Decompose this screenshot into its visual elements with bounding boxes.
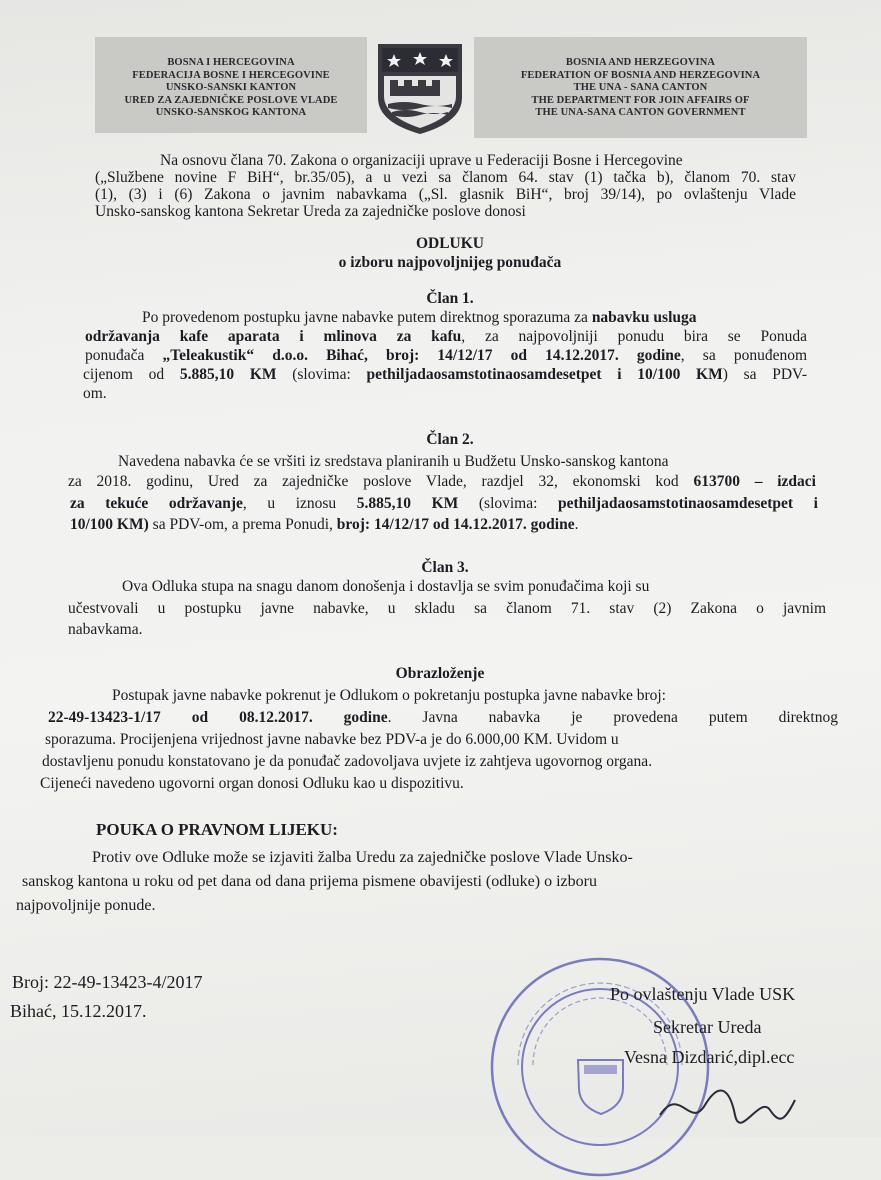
place-date: Bihać, 15.12.2017.: [10, 1001, 147, 1021]
article-1-heading: Član 1.: [426, 290, 474, 307]
intro-line: („Službene novine F BiH“, br.35/05), a u vezi sa članom 64. stav (1) tačka b), članom 70. stav: [95, 169, 796, 186]
article-1-line: om.: [83, 385, 107, 402]
justification-line: 22-49-13423-1/17 od 08.12.2017. godine. Javna nabavka je provedena putem direktnog: [48, 709, 838, 726]
header-right-block: [474, 37, 807, 138]
header-right-line: FEDERATION OF BOSNIA AND HERZEGOVINA: [520, 69, 761, 81]
justification-line: Postupak javne nabavke pokrenut je Odlukom o pokretanju postupka javne nabavke broj:: [112, 687, 666, 704]
justification-line: dostavljenu ponudu konstatovano je da ponuđač zadovoljava uvjete iz zahtjeva ugovornog organa.: [42, 753, 653, 770]
signature-authority: Po ovlaštenju Vlade USK: [610, 984, 796, 1004]
article-2-line: 10/100 KM) sa PDV-om, a prema Ponudi, broj: 14/12/17 od 14.12.2017. godine.: [70, 516, 579, 533]
header-left-line: UNSKO-SANSKI KANTON: [165, 82, 297, 93]
legal-remedy-heading: POUKA O PRAVNOM LIJEKU:: [96, 820, 338, 839]
document-number: Broj: 22-49-13423-4/2017: [12, 972, 203, 992]
intro-line: Na osnovu člana 70. Zakona o organizaciji uprave u Federaciji Bosne i Hercegovine: [160, 152, 683, 169]
header-left-line: BOSNA I HERCEGOVINA: [167, 57, 295, 68]
article-2-line: za 2018. godinu, Ured za zajedničke poslove Vlade, razdjel 32, ekonomski kod 613700 – izdaci: [68, 473, 816, 490]
justification-line: Cijeneći navedeno ugovorni organ donosi Odluku kao u dispozitivu.: [40, 775, 464, 792]
header-right-line: BOSNIA AND HERZEGOVINA: [565, 57, 716, 68]
header-left-line: FEDERACIJA BOSNE I HERCEGOVINE: [132, 69, 330, 81]
article-1-line: Po provedenom postupku javne nabavke putem direktnog sporazuma za nabavku usluga: [142, 309, 697, 326]
document-subtitle: o izboru najpovoljnijeg ponuđača: [338, 254, 562, 271]
article-3-line: učestvovali u postupku javne nabavke, u skladu sa članom 71. stav (2) Zakona o javnim: [68, 600, 826, 617]
justification-line: sporazuma. Procijenjena vrijednost javne nabavke bez PDV-a je do 6.000,00 KM. Uvidom u: [45, 731, 619, 748]
header-right-line: THE UNA-SANA CANTON GOVERNMENT: [535, 107, 746, 118]
canton-crest-icon: [370, 38, 470, 138]
article-1-line: cijenom od 5.885,10 KM (slovima: pethiljadaosamstotinaosamdesetpet i 10/100 KM) sa PDV-: [83, 366, 807, 383]
article-3-heading: Član 3.: [421, 559, 469, 576]
header-left-block: [95, 37, 367, 133]
intro-line: (1), (3) i (6) Zakona o javnim nabavkama („Sl. glasnik BiH“, broj 39/14), po ovlaštenju Vlade: [95, 186, 796, 203]
header-right-line: THE UNA - SANA CANTON: [573, 82, 708, 93]
handwritten-signature-icon: [650, 1075, 800, 1135]
article-1-line: održavanja kafe aparata i mlinova za kafu, za najpovoljniji ponudu bira se Ponuda: [85, 328, 807, 345]
article-2-line: Navedena nabavka će se vršiti iz sredstava planiranih u Budžetu Unsko-sanskog kantona: [118, 453, 669, 470]
header-right-line: THE DEPARTMENT FOR JOIN AFFAIRS OF: [531, 94, 750, 106]
signatory-name: Vesna Dizdarić,dipl.ecc: [624, 1047, 795, 1067]
signature-title: Sekretar Ureda: [653, 1017, 762, 1037]
article-1-line: ponuđača „Teleakustik“ d.o.o. Bihać, broj: 14/12/17 od 14.12.2017. godine, sa ponuđenom: [85, 347, 808, 364]
justification-heading: Obrazloženje: [395, 665, 485, 682]
legal-remedy-line: sanskog kantona u roku od pet dana od dana prijema pismene obavijesti (odluke) o izboru: [22, 873, 597, 890]
article-2-heading: Član 2.: [426, 431, 474, 448]
legal-remedy-line: Protiv ove Odluke može se izjaviti žalba Uredu za zajedničke poslove Vlade Unsko-: [92, 849, 633, 866]
document-title: ODLUKU: [415, 235, 485, 252]
header-left-line: UNSKO-SANSKOG KANTONA: [155, 107, 307, 118]
header-left-line: URED ZA ZAJEDNIČKE POSLOVE VLADE: [124, 94, 338, 106]
article-3-line: Ova Odluka stupa na snagu danom donošenja i dostavlja se svim ponuđačima koji su: [122, 578, 650, 595]
article-3-line: nabavkama.: [68, 621, 143, 638]
article-2-line: za tekuće održavanje, u iznosu 5.885,10 KM (slovima: pethiljadaosamstotinaosamdesetpet i: [70, 495, 818, 512]
intro-line: Unsko-sanskog kantona Sekretar Ureda za zajedničke poslove donosi: [95, 203, 526, 220]
legal-remedy-line: najpovoljnije ponude.: [16, 897, 156, 914]
